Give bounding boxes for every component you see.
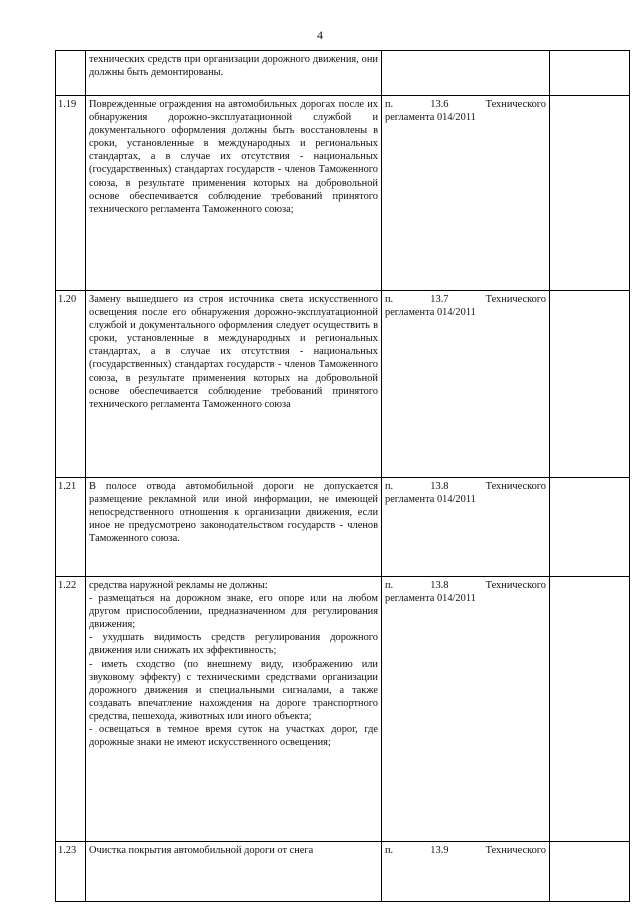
regulation-reference [382, 842, 550, 902]
reference-line: п. 13.8 Технического [385, 580, 546, 591]
requirement-line: - ухудшать видимость средств регулирования дорожного движения или снижать их эффективность; [89, 632, 378, 657]
row-number: 1.19 [56, 96, 86, 291]
extra-cell [550, 478, 630, 577]
reference-line: п. 13.8 Технического [385, 481, 546, 492]
requirements-table [55, 50, 630, 902]
row-number: 1.20 [56, 291, 86, 478]
extra-cell [550, 577, 630, 842]
row-number [56, 51, 86, 96]
reference-line: регламента 014/2011 [385, 494, 476, 506]
regulation-reference [382, 96, 550, 291]
extra-cell [550, 842, 630, 902]
reference-line: п. 13.6 Технического [385, 99, 546, 110]
regulation-reference [382, 291, 550, 478]
requirement-text: Замену вышедшего из строя источника света искусственного освещения после его обнаружения дорожно-эксплуатационной службой и документального оформления следует осуществить в сроки, установленные в международных и региональных стандартах, а в случае их отсутствия - национальных (государственных) стандартах государств - членов Таможенного союза, в результате применения которых на добровольной основе обеспечивается соблюдение требований принятого технического регламента Таможенного союза [86, 291, 382, 478]
reference-line: п. 13.9 Технического [385, 845, 546, 856]
regulation-reference [382, 51, 550, 96]
extra-cell [550, 51, 630, 96]
regulation-reference [382, 478, 550, 577]
requirement-text: Поврежденные ограждения на автомобильных дорогах после их обнаружения дорожно-эксплуатационной службой и документального оформления должны быть восстановлены в сроки, установленные в международных и региональных стандартах, а в случае их отсутствия - национальных (государственных) стандартах государств - членов Таможенного союза, в результате применения которых на добровольной основе обеспечивается соблюдение требований принятого технического регламента Таможенного союза; [86, 96, 382, 291]
table-row [56, 842, 630, 902]
requirement-line: средства наружной рекламы не должны: [89, 580, 268, 591]
requirement-text [86, 577, 382, 842]
table-row [56, 577, 630, 842]
extra-cell [550, 96, 630, 291]
row-number: 1.22 [56, 577, 86, 842]
regulation-reference [382, 577, 550, 842]
requirement-text: Очистка покрытия автомобильной дороги от снега [86, 842, 382, 902]
reference-line: регламента 014/2011 [385, 593, 476, 605]
requirement-line: - освещаться в темное время суток на участках дорог, где дорожные знаки не имеют искусственного освещения; [89, 724, 378, 749]
requirement-text: В полосе отвода автомобильной дороги не допускается размещение рекламной или иной информации, не имеющей непосредственного отношения к организации движения, если иное не предусмотрено законодательством государств - членов Таможенного союза. [86, 478, 382, 577]
table-row [56, 96, 630, 291]
row-number: 1.23 [56, 842, 86, 902]
reference-line: регламента 014/2011 [385, 307, 476, 319]
requirement-line: - иметь сходство (по внешнему виду, изображению или звуковому эффекту) с техническими средствами организации дорожного движения и специальными сигналами, а также создавать впечатление нахождения на дороге транспортного средства, пешехода, животных или иного объекта; [89, 658, 378, 722]
page-number: 4 [317, 28, 323, 42]
requirement-text: технических средств при организации дорожного движения, они должны быть демонтированы. [86, 51, 382, 96]
reference-line: регламента 014/2011 [385, 112, 476, 124]
row-number: 1.21 [56, 478, 86, 577]
table-row [56, 478, 630, 577]
table-row [56, 291, 630, 478]
extra-cell [550, 291, 630, 478]
table-row [56, 51, 630, 96]
reference-line: п. 13.7 Технического [385, 294, 546, 305]
requirement-line: - размещаться на дорожном знаке, его опоре или на любом другом приспособлении, предназначенном для регулирования движения; [89, 593, 378, 631]
